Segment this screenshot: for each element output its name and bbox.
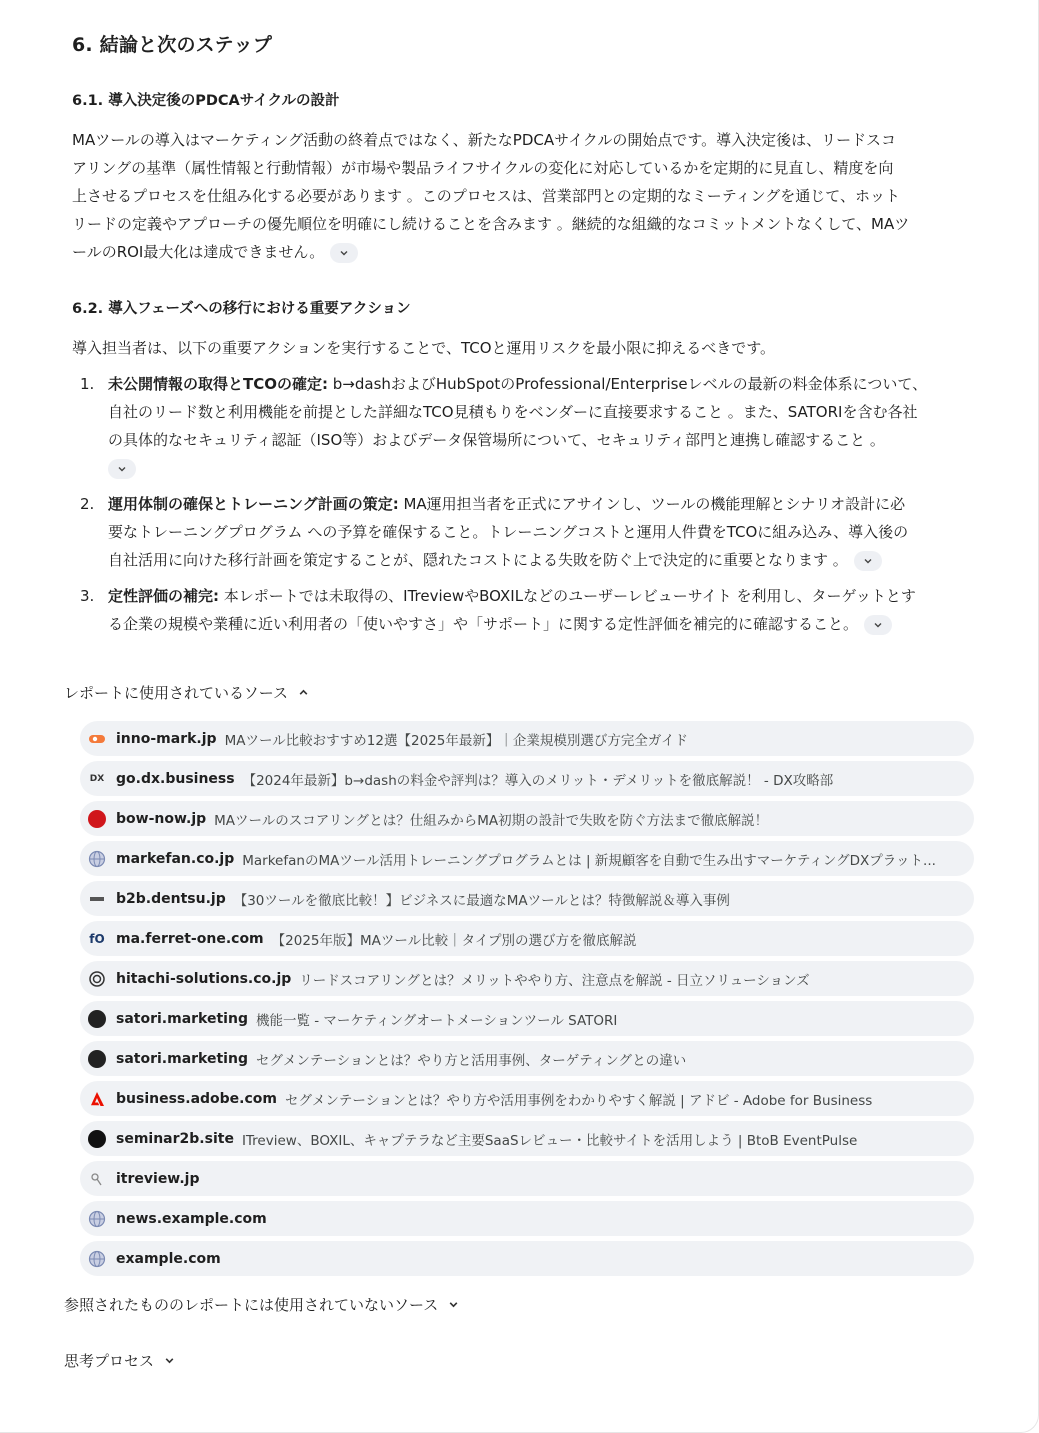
action-line: 自社のリード数と利用機能を前提とした詳細なTCO見積もりをベンダーに直接要求すること 。また、SATORIを含む各社: [108, 403, 918, 421]
ferret-one-favicon-icon: fO: [89, 931, 105, 946]
paragraph-line: リードの定義やアプローチの優先順位を明確にし続けることを含みます 。継続的な組織的なコミットメントなくして、MAツ: [72, 215, 910, 233]
sources-used-label: レポートに使用されているソース: [64, 684, 288, 702]
source-title: MarkefanのMAツール活用トレーニングプログラムとは | 新規顧客を自動で生み出すマーケティングDXプラット...: [242, 852, 936, 869]
paragraph-line: アリングの基準（属性情報と行動情報）が市場や製品ライフサイクルの変化に対応しているかを定期的に見直し、精度を向: [72, 159, 894, 177]
action-line-text: 自社活用に向けた移行計画を策定することが、隠れたコストによる失敗を防ぐ上で決定的に重要となります 。: [108, 551, 848, 569]
expand-citation-button[interactable]: [330, 243, 358, 263]
expand-citation-button[interactable]: [854, 551, 882, 571]
adobe-favicon-icon: [88, 1090, 106, 1108]
source-item[interactable]: [80, 881, 974, 916]
source-title: 【30ツールを徹底比較！】ビジネスに最適なMAツールとは？特徴解説＆導入事例: [233, 892, 730, 909]
source-item[interactable]: [80, 1201, 974, 1236]
source-item[interactable]: [80, 801, 974, 836]
source-domain: example.com: [116, 1250, 221, 1267]
action-item-3: [80, 582, 972, 638]
source-item[interactable]: [80, 1161, 974, 1196]
action-item-1: [80, 370, 972, 482]
source-title: MAツールのスコアリングとは？仕組みからMA初期の設計で失敗を防ぐ方法まで徹底解説！: [214, 812, 769, 829]
source-title: ITreview、BOXIL、キャプテラなど主要SaaSレビュー・比較サイトを活用しよう | BtoB EventPulse: [241, 1132, 858, 1149]
sources-used-toggle[interactable]: [64, 682, 309, 703]
action-line-text: MA運用担当者を正式にアサインし、ツールの機能理解とシナリオ設計に必: [398, 495, 906, 513]
chevron-down-icon: [339, 248, 349, 258]
chevron-up-icon: [298, 687, 309, 698]
source-item[interactable]: [80, 721, 974, 756]
action-list: [80, 370, 972, 646]
chevron-down-icon: [873, 620, 883, 630]
hitachi-favicon-icon: [88, 970, 106, 988]
chevron-down-icon: [863, 556, 873, 566]
paragraph-line: [72, 238, 972, 266]
source-domain: bow-now.jp: [116, 810, 207, 827]
source-title: リードスコアリングとは？メリットややり方、注意点を解説 - 日立ソリューションズ: [299, 972, 810, 989]
unused-sources-toggle[interactable]: [64, 1294, 459, 1315]
action-line: [108, 454, 972, 482]
source-title: 【2025年版】MAツール比較｜タイプ別の選び方を徹底解説: [271, 932, 637, 949]
source-title: 【2024年最新】b→dashの料金や評判は？導入のメリット・デメリットを徹底解説！ - DX攻略部: [242, 772, 834, 789]
paragraph-line: 上させるプロセスを仕組み化する必要があります 。このプロセスは、営業部門との定期的なミーティングを通じて、ホット: [72, 187, 900, 205]
itreview-favicon-icon: [88, 1170, 106, 1188]
chevron-down-icon: [117, 464, 127, 474]
action-line: の具体的なセキュリティ認証（ISO等）およびデータ保管場所について、セキュリティ部門と連携し確認すること 。: [108, 431, 885, 449]
globe-icon: [88, 850, 106, 868]
satori-favicon-icon: [88, 1010, 106, 1028]
globe-icon: [88, 1250, 106, 1268]
source-domain: news.example.com: [116, 1210, 267, 1227]
source-domain: inno-mark.jp: [116, 730, 217, 747]
source-domain: markefan.co.jp: [116, 850, 235, 867]
source-domain: business.adobe.com: [116, 1090, 277, 1107]
action-line: 要なトレーニングプログラム への予算を確保すること。トレーニングコストと運用人件費をTCOに組み込み、導入後の: [108, 523, 909, 541]
source-domain: seminar2b.site: [116, 1130, 234, 1147]
source-item[interactable]: [80, 841, 974, 876]
inno-mark-favicon-icon: [88, 730, 106, 748]
paragraph-6-2-intro: 導入担当者は、以下の重要アクションを実行することで、TCOと運用リスクを最小限に抑えるべきです。: [72, 339, 776, 357]
section-title: 6. 結論と次のステップ: [72, 34, 273, 56]
action-item-heading: 未公開情報の取得とTCOの確定:: [108, 375, 328, 393]
list-number: 2.: [80, 495, 95, 513]
paragraph-line-text: ールのROI最大化は達成できません。: [72, 243, 325, 261]
source-domain: satori.marketing: [116, 1010, 248, 1027]
source-title: 機能一覧 - マーケティングオートメーションツール SATORI: [255, 1012, 618, 1029]
paragraph-line: MAツールの導入はマーケティング活動の終着点ではなく、新たなPDCAサイクルの開始点です。導入決定後は、リードスコ: [72, 131, 896, 149]
satori-favicon-icon: [88, 1050, 106, 1068]
list-number: 1.: [80, 375, 95, 393]
seminar2b-favicon-icon: [88, 1130, 106, 1148]
source-item[interactable]: [80, 1041, 974, 1076]
expand-citation-button[interactable]: [864, 615, 892, 635]
source-domain: go.dx.business: [116, 770, 235, 787]
action-line: [108, 582, 972, 610]
action-line: [108, 370, 972, 398]
action-line-text: 本レポートでは未取得の、ITreviewやBOXILなどのユーザーレビューサイト を利用し、ターゲットとす: [219, 587, 916, 605]
source-item[interactable]: [80, 921, 974, 956]
expand-citation-button[interactable]: [108, 459, 136, 479]
thinking-process-toggle[interactable]: [64, 1350, 175, 1371]
action-line: [108, 490, 972, 518]
source-item[interactable]: [80, 1001, 974, 1036]
source-domain: satori.marketing: [116, 1050, 248, 1067]
action-item-heading: 定性評価の補完:: [108, 587, 219, 605]
source-item[interactable]: [80, 1121, 974, 1156]
subsection-title-6-2: 6.2. 導入フェーズへの移行における重要アクション: [72, 301, 411, 317]
source-item[interactable]: [80, 1081, 974, 1116]
source-title: MAツール比較おすすめ12選【2025年最新】｜企業規模別選び方完全ガイド: [224, 732, 688, 749]
subsection-title-6-1: 6.1. 導入決定後のPDCAサイクルの設計: [72, 93, 340, 109]
bow-now-favicon-icon: [88, 810, 106, 828]
chevron-down-icon: [448, 1299, 459, 1310]
unused-sources-label: 参照されたもののレポートには使用されていないソース: [64, 1296, 439, 1314]
action-item-2: [80, 490, 972, 574]
source-title: セグメンテーションとは？やり方や活用事例をわかりやすく解説 | アドビ - Adobe for Business: [285, 1092, 873, 1109]
source-item[interactable]: [80, 961, 974, 996]
list-number: 3.: [80, 587, 95, 605]
dx-favicon-icon: DX: [89, 773, 105, 784]
dentsu-favicon-icon: [88, 890, 106, 908]
action-item-heading: 運用体制の確保とトレーニング計画の策定:: [108, 495, 399, 513]
source-item[interactable]: [80, 761, 974, 796]
source-title: セグメンテーションとは？やり方と活用事例、ターゲティングとの違い: [255, 1052, 687, 1069]
action-line-text: る企業の規模や業種に近い利用者の「使いやすさ」や「サポート」に関する定性評価を補完的に確認すること。: [108, 615, 859, 633]
source-domain: ma.ferret-one.com: [116, 930, 264, 947]
source-domain: itreview.jp: [116, 1170, 200, 1187]
source-item[interactable]: [80, 1241, 974, 1276]
source-domain: hitachi-solutions.co.jp: [116, 970, 292, 987]
action-line-text: b→dashおよびHubSpotのProfessional/Enterpriseレベルの最新の料金体系について、: [328, 375, 928, 393]
paragraph-6-1: [72, 126, 972, 266]
action-line: [108, 610, 972, 638]
chevron-down-icon: [164, 1355, 175, 1366]
source-domain: b2b.dentsu.jp: [116, 890, 226, 907]
source-list: [80, 721, 974, 1281]
thinking-process-label: 思考プロセス: [64, 1352, 155, 1370]
action-line: [108, 546, 972, 574]
globe-icon: [88, 1210, 106, 1228]
